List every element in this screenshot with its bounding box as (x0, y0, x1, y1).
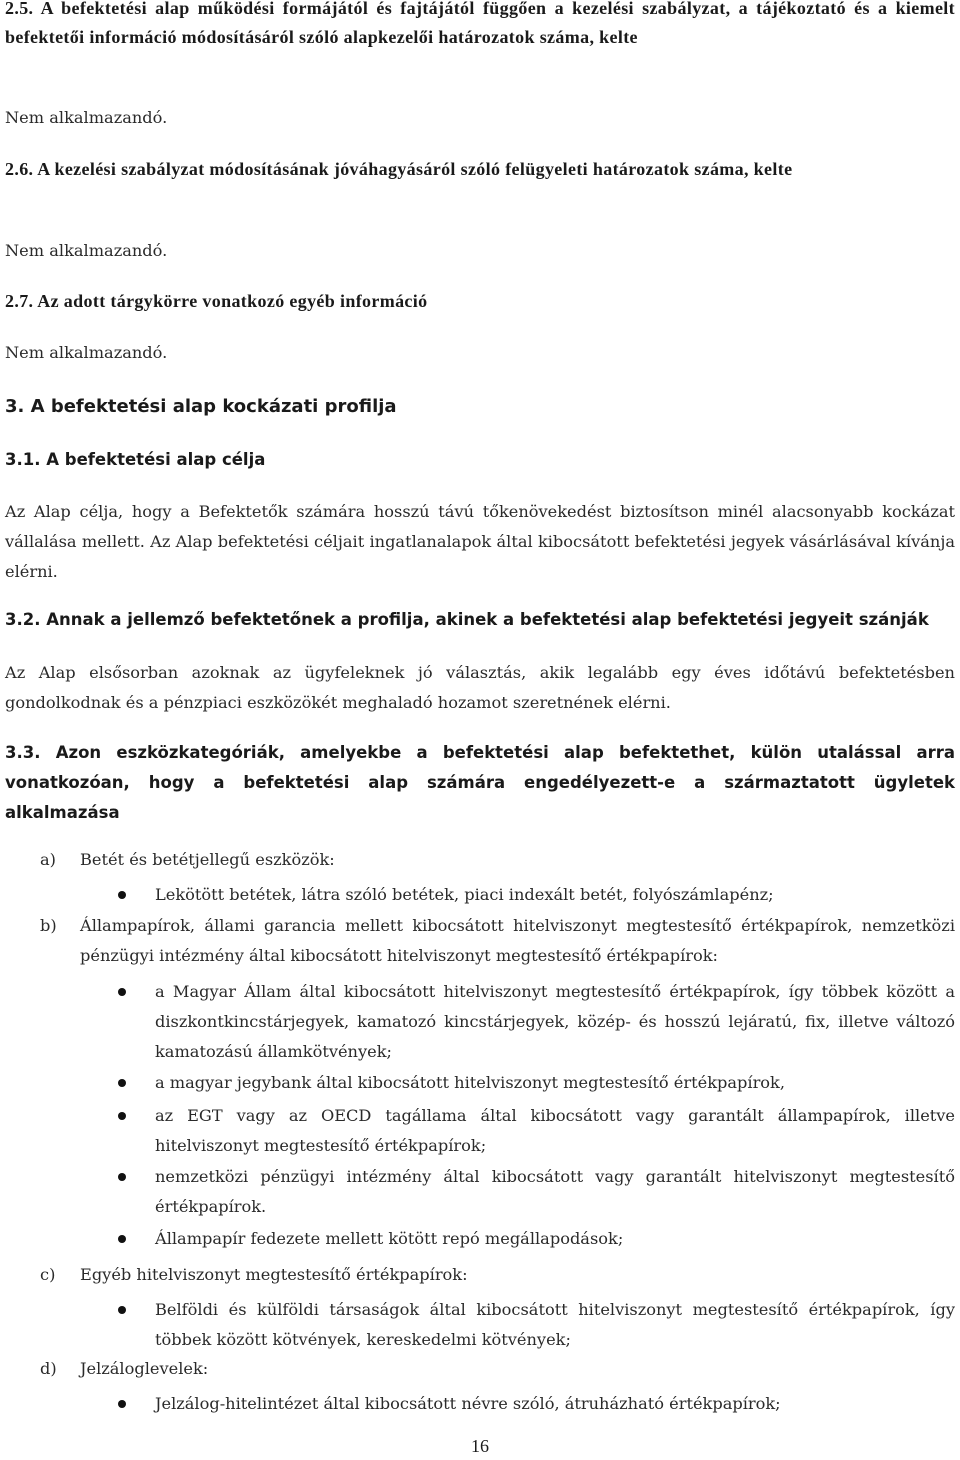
category-label: b) (40, 916, 57, 935)
subsection-heading-3-1: 3.1. A befektetési alap célja (5, 450, 266, 469)
section-title: Az adott tárgykörre vonatkozó egyéb információ (37, 291, 428, 311)
bullet-icon (118, 1173, 126, 1181)
section-number: 2.5. (5, 0, 34, 18)
section-body-2-5: Nem alkalmazandó. (5, 108, 168, 127)
bullet-item: az EGT vagy az OECD tagállama által kibocsátott vagy garantált állampapírok, illetve hitelviszonyt megtestesítő értékpapírok; (155, 1106, 955, 1155)
bullet-icon (118, 1079, 126, 1087)
bullet-icon (118, 988, 126, 996)
category-label: c) (40, 1265, 56, 1284)
section-body-2-7: Nem alkalmazandó. (5, 343, 168, 362)
subsection-heading-3-2: 3.2. Annak a jellemző befektetőnek a profilja, akinek a befektetési alap befektetési jegyeit szánják (5, 610, 929, 629)
bullet-icon (118, 1112, 126, 1120)
page-number: 16 (471, 1436, 489, 1456)
bullet-icon (118, 891, 126, 899)
bullet-icon (118, 1400, 126, 1408)
category-label: a) (40, 850, 56, 869)
bullet-item: a Magyar Állam által kibocsátott hitelviszonyt megtestesítő értékpapírok, így többek között a diszkontkincstárjegyek, kamatozó kincstárjegyek, közép- és hosszú lejáratú, fix, illetve változó kamatozású államkötvények; (155, 982, 955, 1061)
bullet-icon (118, 1235, 126, 1243)
category-text: Állampapírok, állami garancia mellett kibocsátott hitelviszonyt megtestesítő értékpapírok, nemzetközi pénzügyi intézmény által kibocsátott hitelviszonyt megtestesítő értékpapírok: (80, 916, 955, 965)
category-text: Jelzáloglevelek: (80, 1359, 209, 1378)
section-number: 2.7. (5, 291, 34, 311)
subsection-heading-3-3: 3.3. Azon eszközkategóriák, amelyekbe a befektetési alap befektethet, külön utalással arra vonatkozóan, hogy a befektetési alap számára engedélyezett-e a származtatott ügyletek alkalmazása (5, 743, 955, 822)
category-label: d) (40, 1359, 57, 1378)
section-title: A kezelési szabályzat módosításának jóváhagyásáról szóló felügyeleti határozatok száma, kelte (37, 159, 793, 179)
category-text: Egyéb hitelviszonyt megtestesítő értékpapírok: (80, 1265, 468, 1284)
bullet-item: Belföldi és külföldi társaságok által kibocsátott hitelviszonyt megtestesítő értékpapírok, így többek között kötvények, kereskedelmi kötvények; (155, 1300, 955, 1349)
subsection-body-3-2: Az Alap elsősorban azoknak az ügyfeleknek jó választás, akik legalább egy éves időtávú befektetésben gondolkodnak és a pénzpiaci eszközökét meghaladó hozamot szeretnének elérni. (5, 663, 955, 712)
section-number: 2.6. (5, 159, 34, 179)
section-title: A befektetési alap működési formájától és fajtájától függően a kezelési szabályzat, a tájékoztató és a kiemelt befektetői információ módosításáról szóló alapkezelői határozatok száma, kelte (5, 0, 955, 47)
section-heading-2-7 (5, 287, 955, 316)
bullet-item: a magyar jegybank által kibocsátott hitelviszonyt megtestesítő értékpapírok, (155, 1073, 786, 1092)
category-text: Betét és betétjellegű eszközök: (80, 850, 335, 869)
bullet-item: Lekötött betétek, látra szóló betétek, piaci indexált betét, folyószámlapénz; (155, 885, 774, 904)
bullet-item: nemzetközi pénzügyi intézmény által kibocsátott vagy garantált hitelviszonyt megtestesítő értékpapírok. (155, 1167, 955, 1216)
bullet-item: Állampapír fedezete mellett kötött repó megállapodások; (155, 1229, 624, 1248)
chapter-heading-3: 3. A befektetési alap kockázati profilja (5, 396, 397, 417)
bullet-icon (118, 1306, 126, 1314)
section-heading-2-5 (5, 0, 955, 52)
bullet-item: Jelzálog-hitelintézet által kibocsátott névre szóló, átruházható értékpapírok; (155, 1394, 781, 1413)
section-body-2-6: Nem alkalmazandó. (5, 241, 168, 260)
subsection-body-3-1: Az Alap célja, hogy a Befektetők számára hosszú távú tőkenövekedést biztosítson minél alacsonyabb kockázat vállalása mellett. Az Alap befektetési céljait ingatlanalapok által kibocsátott befektetési jegyek vásárlásával kívánja elérni. (5, 502, 955, 581)
section-heading-2-6 (5, 155, 955, 184)
